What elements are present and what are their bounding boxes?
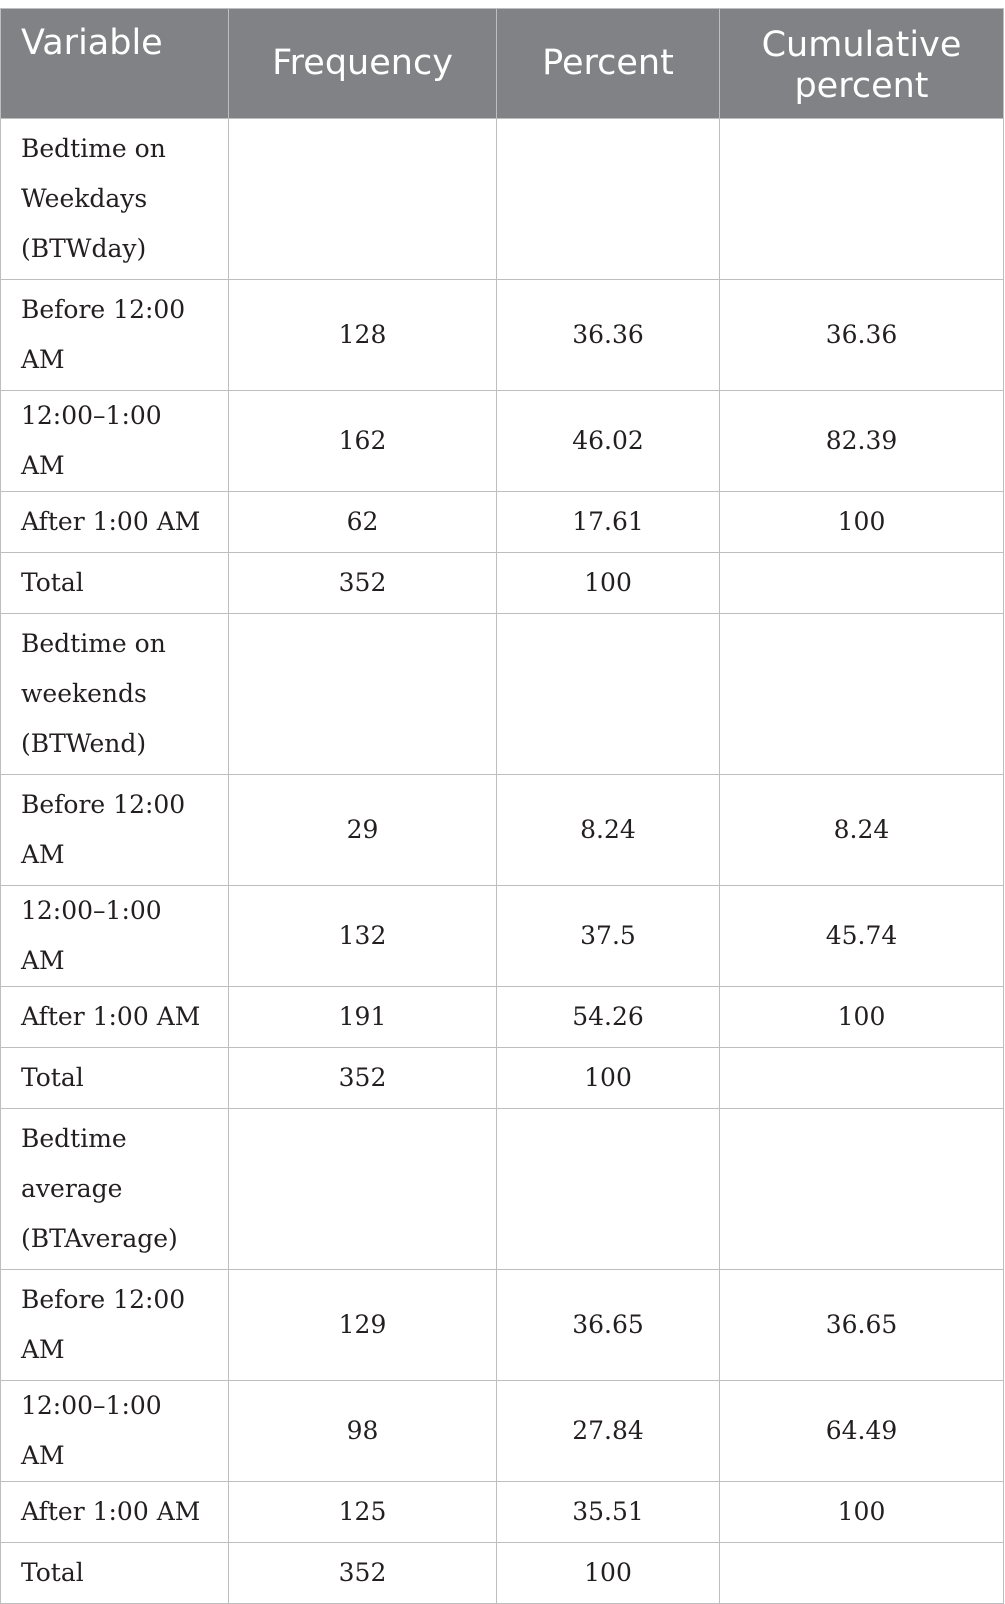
frequency-cell: 29 [229,775,497,886]
frequency-cell: 129 [229,1270,497,1381]
row-label: After 1:00 AM [1,492,229,553]
table-row [1,492,1004,553]
table-row [1,886,1004,987]
frequency-cell: 125 [229,1482,497,1543]
percent-cell: 36.65 [497,1270,720,1381]
row-label: Before 12:00 AM [1,1270,229,1381]
row-label: Total [1,553,229,614]
percent-cell: 54.26 [497,987,720,1048]
total-row [1,553,1004,614]
column-header-frequency: Frequency [229,9,497,119]
table-row [1,987,1004,1048]
section-title: Bedtime on Weekdays (BTWday) [1,119,229,280]
frequency-cell: 352 [229,1543,497,1604]
frequency-cell: 352 [229,553,497,614]
table-cell [229,1109,497,1270]
percent-cell: 27.84 [497,1381,720,1482]
table-row [1,775,1004,886]
table-cell [497,1109,720,1270]
table-cell [229,614,497,775]
table-row [1,391,1004,492]
table-cell [229,119,497,280]
section-header-row [1,1109,1004,1270]
percent-cell: 8.24 [497,775,720,886]
frequency-cell: 128 [229,280,497,391]
frequency-cell: 162 [229,391,497,492]
percent-cell: 100 [497,1048,720,1109]
cumulative-cell: 36.65 [720,1270,1004,1381]
cumulative-cell: 100 [720,1482,1004,1543]
cumulative-cell [720,1543,1004,1604]
cumulative-cell: 45.74 [720,886,1004,987]
cumulative-cell: 64.49 [720,1381,1004,1482]
percent-cell: 37.5 [497,886,720,987]
total-row [1,1048,1004,1109]
frequency-table [0,8,1004,1604]
frequency-cell: 62 [229,492,497,553]
table-header-row [1,9,1004,119]
row-label: Total [1,1048,229,1109]
cumulative-cell: 8.24 [720,775,1004,886]
column-header-cumulative-percent: Cumulative percent [720,9,1004,119]
total-row [1,1543,1004,1604]
cumulative-cell: 82.39 [720,391,1004,492]
percent-cell: 100 [497,1543,720,1604]
section-header-row [1,614,1004,775]
row-label: 12:00–1:00 AM [1,391,229,492]
column-header-variable: Variable [1,9,229,119]
row-label: Before 12:00 AM [1,775,229,886]
section-title: Bedtime average (BTAverage) [1,1109,229,1270]
table-cell [720,119,1004,280]
percent-cell: 36.36 [497,280,720,391]
row-label: After 1:00 AM [1,987,229,1048]
column-header-percent: Percent [497,9,720,119]
cumulative-cell [720,1048,1004,1109]
table-row [1,280,1004,391]
cumulative-cell [720,553,1004,614]
frequency-cell: 98 [229,1381,497,1482]
cumulative-cell: 36.36 [720,280,1004,391]
table-cell [720,1109,1004,1270]
cumulative-cell: 100 [720,492,1004,553]
table-cell [497,119,720,280]
frequency-cell: 191 [229,987,497,1048]
section-title: Bedtime on weekends (BTWend) [1,614,229,775]
table-row [1,1381,1004,1482]
row-label: Total [1,1543,229,1604]
percent-cell: 35.51 [497,1482,720,1543]
frequency-cell: 132 [229,886,497,987]
section-header-row [1,119,1004,280]
table-cell [720,614,1004,775]
row-label: 12:00–1:00 AM [1,1381,229,1482]
percent-cell: 100 [497,553,720,614]
frequency-cell: 352 [229,1048,497,1109]
table-row [1,1270,1004,1381]
row-label: Before 12:00 AM [1,280,229,391]
table-cell [497,614,720,775]
table-row [1,1482,1004,1543]
row-label: After 1:00 AM [1,1482,229,1543]
percent-cell: 17.61 [497,492,720,553]
percent-cell: 46.02 [497,391,720,492]
cumulative-cell: 100 [720,987,1004,1048]
row-label: 12:00–1:00 AM [1,886,229,987]
